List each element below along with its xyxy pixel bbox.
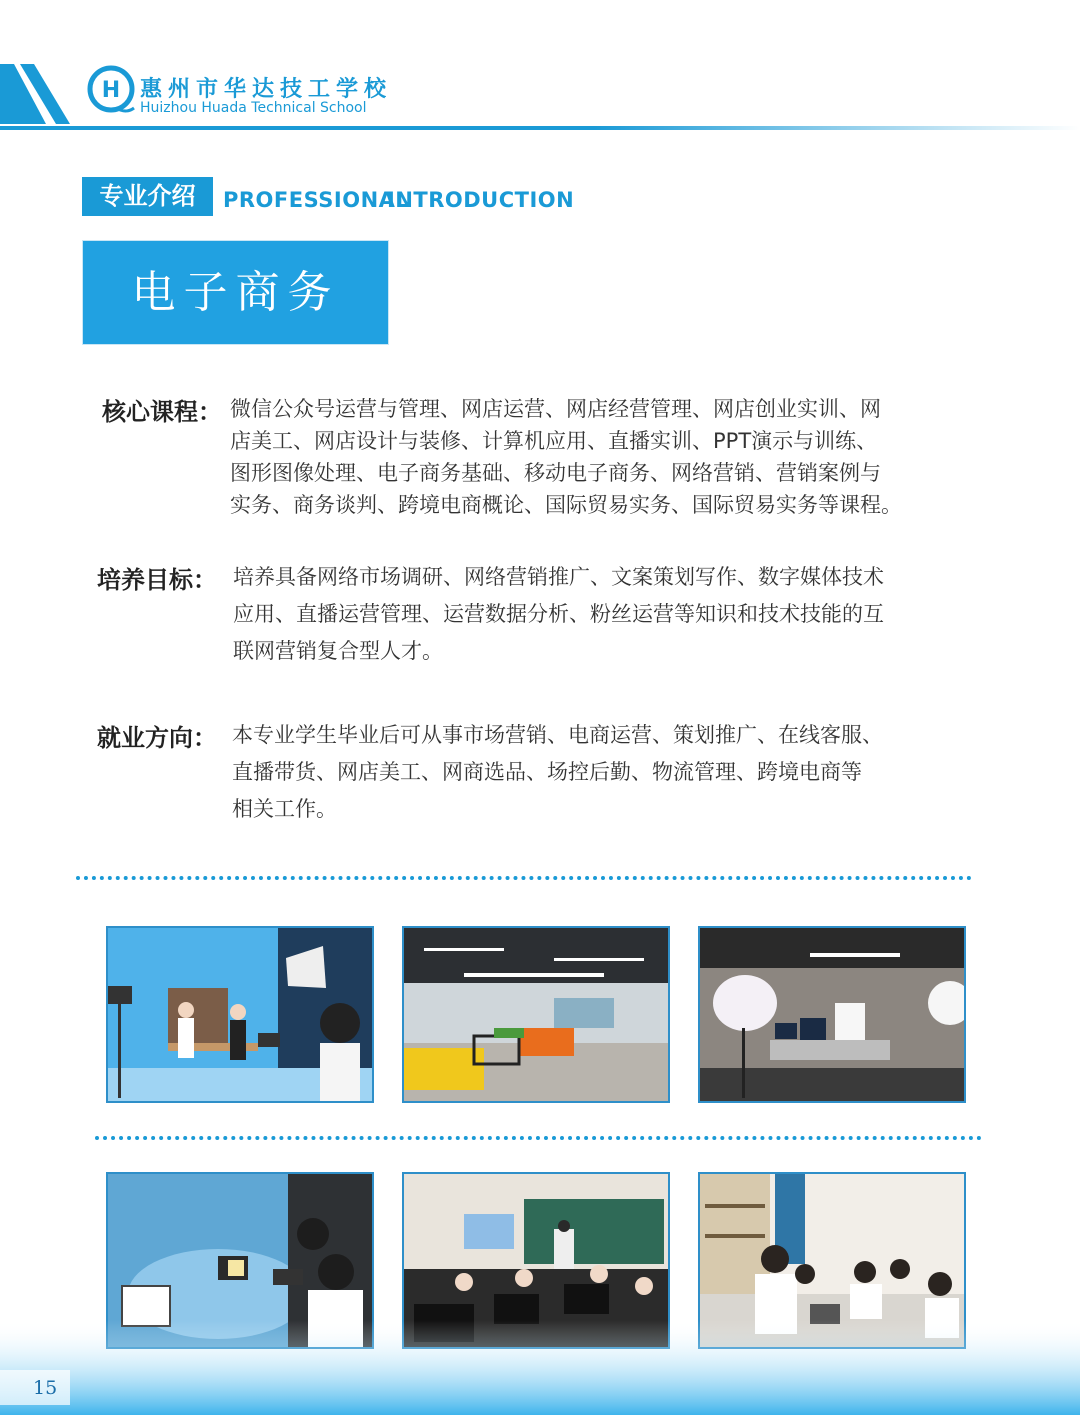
training-goal-line: 培养具备网络市场调研、网络营销推广、文案策划写作、数字媒体技术 (233, 565, 884, 589)
core-courses-line: 实务、商务谈判、跨境电商概论、国际贸易实务、国际贸易实务等课程。 (230, 493, 902, 517)
school-name-en: Huizhou Huada Technical School (140, 100, 367, 116)
school-logo-icon (86, 64, 136, 114)
training-goal-line: 应用、直播运营管理、运营数据分析、粉丝运营等知识和技术技能的互 (233, 602, 884, 626)
dotted-divider (95, 1136, 982, 1140)
livestream-studio-photo (106, 926, 374, 1103)
footer-gradient (0, 1320, 1080, 1415)
svg-text:H: H (101, 78, 121, 103)
school-name-cn: 惠州市华达技工学校 (140, 76, 393, 102)
employment-line: 相关工作。 (232, 797, 337, 821)
training-goal-text (233, 559, 884, 670)
training-goal-label: 培养目标： (97, 566, 217, 594)
core-courses-label: 核心课程： (102, 398, 222, 426)
core-courses-line: 图形图像处理、电子商务基础、移动电子商务、网络营销、营销案例与 (230, 461, 881, 485)
core-courses-line: 微信公众号运营与管理、网店运营、网店经营管理、网店创业实训、网 (230, 397, 881, 421)
core-courses-text (230, 393, 902, 521)
header-rule (0, 126, 1080, 130)
employment-line: 本专业学生毕业后可从事市场营销、电商运营、策划推广、在线客服、 (232, 723, 883, 747)
core-courses-line: 店美工、网店设计与装修、计算机应用、直播实训、PPT演示与训练、 (230, 429, 878, 453)
header-stripe-decoration (0, 0, 1080, 140)
employment-line: 直播带货、网店美工、网商选品、场控后勤、物流管理、跨境电商等 (232, 760, 862, 784)
employment-label: 就业方向： (97, 724, 217, 752)
page-number: 15 (33, 1377, 58, 1399)
section-tag-cn: 专业介绍 (82, 177, 213, 216)
major-title: 电子商务 (131, 267, 340, 318)
section-tag-en-1: PROFESSIONAL (223, 188, 410, 212)
training-goal-line: 联网营销复合型人才。 (233, 639, 443, 663)
major-title-box (83, 241, 388, 344)
employment-text (232, 717, 883, 828)
lounge-hall-photo (402, 926, 670, 1103)
dotted-divider (76, 876, 972, 880)
section-tag-en-2: INTRODUCTION (387, 188, 575, 212)
photo-studio-room-photo (698, 926, 966, 1103)
